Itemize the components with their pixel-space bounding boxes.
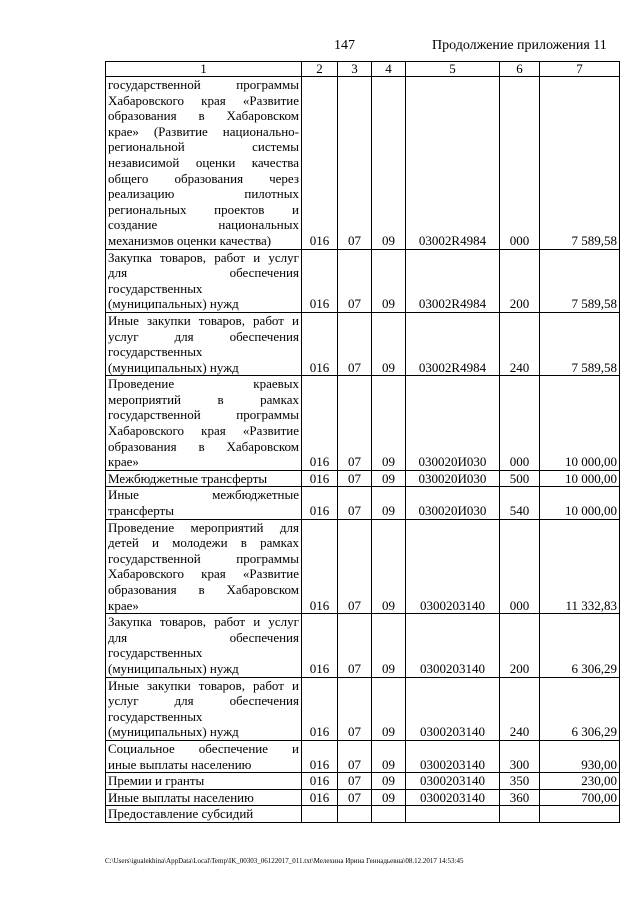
row-name-line: государственных <box>108 708 203 724</box>
row-name-line: образования в Хабаровском <box>108 108 299 124</box>
target-article-cell: 03002R4984 <box>406 312 500 375</box>
table-row <box>106 740 620 772</box>
table-row <box>106 614 620 677</box>
row-name-line: государственных <box>108 280 203 296</box>
ministry-code-cell: 016 <box>302 249 338 312</box>
row-name-line: создание национальных <box>108 217 299 233</box>
row-name-line: для обеспечения <box>108 265 299 281</box>
column-header: 5 <box>406 62 500 77</box>
target-article-cell: 0300203140 <box>406 789 500 806</box>
row-name-line: реализацию пилотных <box>108 186 299 202</box>
amount-cell: 7 589,58 <box>540 249 620 312</box>
section-code-cell: 07 <box>338 519 372 614</box>
amount-cell: 11 332,83 <box>540 519 620 614</box>
row-name-line: Проведение краевых <box>108 376 299 392</box>
row-name-line: мероприятий в рамках <box>108 391 299 407</box>
row-name-line: региональных проектов и <box>108 201 299 217</box>
table-row <box>106 519 620 614</box>
row-name-cell <box>106 77 302 250</box>
expense-type-cell: 000 <box>500 519 540 614</box>
amount-cell: 10 000,00 <box>540 470 620 487</box>
target-article-cell: 0300203140 <box>406 519 500 614</box>
row-name-line: Премии и гранты <box>108 773 205 789</box>
row-name-line: государственных <box>108 645 203 661</box>
row-name-line: Межбюджетные трансферты <box>108 470 268 486</box>
row-name-line: образования в Хабаровском <box>108 438 299 454</box>
section-code-cell: 07 <box>338 470 372 487</box>
row-name-line: (муниципальных) нужд <box>108 359 239 375</box>
subsection-code-cell: 09 <box>372 614 406 677</box>
row-name-line: крае» (Развитие национально- <box>108 123 299 139</box>
file-path-footer: C:\Users\igualekhina\AppData\Local\Temp\IK_00303_06122017_011.txt\Мелехина Ирина Геннадьевна\08.12.2017 14:53:45 <box>105 857 464 865</box>
row-name-line: трансферты <box>108 503 174 519</box>
row-name-line: государственной программы <box>108 550 299 566</box>
ministry-code-cell: 016 <box>302 677 338 740</box>
row-name-cell <box>106 519 302 614</box>
row-name-line: государственной программы <box>108 407 299 423</box>
row-name-line: для обеспечения <box>108 629 299 645</box>
ministry-code-cell: 016 <box>302 376 338 471</box>
row-name-line: Иные межбюджетные <box>108 487 299 503</box>
expense-type-cell <box>500 806 540 823</box>
row-name-line: (муниципальных) нужд <box>108 660 239 676</box>
row-name-line: услуг для обеспечения <box>108 328 299 344</box>
row-name-cell <box>106 789 302 806</box>
row-name-cell <box>106 677 302 740</box>
column-header: 6 <box>500 62 540 77</box>
ministry-code-cell: 016 <box>302 740 338 772</box>
amount-cell <box>540 806 620 823</box>
subsection-code-cell: 09 <box>372 773 406 790</box>
row-name-cell <box>106 470 302 487</box>
column-header: 2 <box>302 62 338 77</box>
row-name-line: Закупка товаров, работ и услуг <box>108 614 299 630</box>
ministry-code-cell: 016 <box>302 470 338 487</box>
row-name-cell <box>106 376 302 471</box>
table-row <box>106 470 620 487</box>
target-article-cell: 0300203140 <box>406 614 500 677</box>
row-name-line: Хабаровского края «Развитие <box>108 92 299 108</box>
row-name-line: региональной системы <box>108 139 299 155</box>
expense-type-cell: 200 <box>500 249 540 312</box>
target-article-cell: 030020И030 <box>406 470 500 487</box>
amount-cell: 700,00 <box>540 789 620 806</box>
subsection-code-cell <box>372 806 406 823</box>
row-name-line: Проведение мероприятий для <box>108 519 299 535</box>
section-code-cell: 07 <box>338 249 372 312</box>
table-header-row <box>106 62 620 77</box>
row-name-cell <box>106 740 302 772</box>
table-row <box>106 249 620 312</box>
target-article-cell <box>406 806 500 823</box>
ministry-code-cell: 016 <box>302 614 338 677</box>
row-name-line: Иные закупки товаров, работ и <box>108 312 299 328</box>
row-name-line: услуг для обеспечения <box>108 693 299 709</box>
section-code-cell: 07 <box>338 77 372 250</box>
row-name-line: Иные закупки товаров, работ и <box>108 677 299 693</box>
row-name-line: государственной программы <box>108 77 299 92</box>
subsection-code-cell: 09 <box>372 487 406 519</box>
section-code-cell: 07 <box>338 312 372 375</box>
row-name-line: крае» <box>108 597 139 613</box>
subsection-code-cell: 09 <box>372 677 406 740</box>
column-header: 1 <box>106 62 302 77</box>
table-row <box>106 376 620 471</box>
expense-type-cell: 240 <box>500 677 540 740</box>
subsection-code-cell: 09 <box>372 740 406 772</box>
expense-type-cell: 360 <box>500 789 540 806</box>
continuation-label: Продолжение приложения 11 <box>432 38 607 53</box>
section-code-cell: 07 <box>338 789 372 806</box>
row-name-line: (муниципальных) нужд <box>108 296 239 312</box>
target-article-cell: 0300203140 <box>406 677 500 740</box>
amount-cell: 10 000,00 <box>540 376 620 471</box>
amount-cell: 230,00 <box>540 773 620 790</box>
table-row <box>106 677 620 740</box>
ministry-code-cell: 016 <box>302 789 338 806</box>
row-name-cell <box>106 249 302 312</box>
table-row <box>106 773 620 790</box>
target-article-cell: 03002R4984 <box>406 77 500 250</box>
amount-cell: 7 589,58 <box>540 312 620 375</box>
ministry-code-cell: 016 <box>302 77 338 250</box>
row-name-line: Хабаровского края «Развитие <box>108 423 299 439</box>
page-number: 147 <box>334 38 355 53</box>
amount-cell: 6 306,29 <box>540 677 620 740</box>
table-row <box>106 487 620 519</box>
row-name-line: иные выплаты населению <box>108 756 252 772</box>
expense-type-cell: 540 <box>500 487 540 519</box>
row-name-line: Хабаровского края «Развитие <box>108 566 299 582</box>
target-article-cell: 030020И030 <box>406 376 500 471</box>
table-body <box>106 77 620 823</box>
ministry-code-cell: 016 <box>302 773 338 790</box>
ministry-code-cell: 016 <box>302 519 338 614</box>
row-name-line: (муниципальных) нужд <box>108 724 239 740</box>
subsection-code-cell: 09 <box>372 789 406 806</box>
row-name-cell <box>106 312 302 375</box>
target-article-cell: 0300203140 <box>406 773 500 790</box>
expense-type-cell: 350 <box>500 773 540 790</box>
subsection-code-cell: 09 <box>372 312 406 375</box>
target-article-cell: 030020И030 <box>406 487 500 519</box>
table-row <box>106 312 620 375</box>
expense-type-cell: 000 <box>500 376 540 471</box>
row-name-line: государственных <box>108 344 203 360</box>
expense-type-cell: 300 <box>500 740 540 772</box>
section-code-cell <box>338 806 372 823</box>
ministry-code-cell: 016 <box>302 312 338 375</box>
row-name-line: крае» <box>108 454 139 470</box>
section-code-cell: 07 <box>338 773 372 790</box>
expense-type-cell: 200 <box>500 614 540 677</box>
table-row <box>106 77 620 250</box>
row-name-cell <box>106 614 302 677</box>
table-row <box>106 789 620 806</box>
target-article-cell: 03002R4984 <box>406 249 500 312</box>
row-name-line: независимой оценки качества <box>108 154 299 170</box>
budget-table <box>105 61 620 823</box>
ministry-code-cell <box>302 806 338 823</box>
subsection-code-cell: 09 <box>372 470 406 487</box>
row-name-cell <box>106 773 302 790</box>
target-article-cell: 0300203140 <box>406 740 500 772</box>
column-header: 3 <box>338 62 372 77</box>
section-code-cell: 07 <box>338 614 372 677</box>
section-code-cell: 07 <box>338 376 372 471</box>
row-name-line: Социальное обеспечение и <box>108 740 299 756</box>
section-code-cell: 07 <box>338 487 372 519</box>
column-header: 7 <box>540 62 620 77</box>
subsection-code-cell: 09 <box>372 249 406 312</box>
section-code-cell: 07 <box>338 677 372 740</box>
row-name-line: образования в Хабаровском <box>108 582 299 597</box>
expense-type-cell: 000 <box>500 77 540 250</box>
amount-cell: 10 000,00 <box>540 487 620 519</box>
subsection-code-cell: 09 <box>372 376 406 471</box>
row-name-line: механизмов оценки качества) <box>108 232 272 248</box>
subsection-code-cell: 09 <box>372 77 406 250</box>
table-row <box>106 806 620 823</box>
row-name-line: Иные выплаты населению <box>108 789 254 805</box>
row-name-cell <box>106 487 302 519</box>
expense-type-cell: 240 <box>500 312 540 375</box>
column-header: 4 <box>372 62 406 77</box>
row-name-cell <box>106 806 302 823</box>
amount-cell: 6 306,29 <box>540 614 620 677</box>
row-name-line: общего образования через <box>108 170 299 186</box>
row-name-line: детей и молодежи в рамках <box>108 535 299 551</box>
section-code-cell: 07 <box>338 740 372 772</box>
row-name-line: Предоставление субсидий <box>108 806 254 822</box>
amount-cell: 7 589,58 <box>540 77 620 250</box>
ministry-code-cell: 016 <box>302 487 338 519</box>
amount-cell: 930,00 <box>540 740 620 772</box>
row-name-line: Закупка товаров, работ и услуг <box>108 249 299 265</box>
subsection-code-cell: 09 <box>372 519 406 614</box>
expense-type-cell: 500 <box>500 470 540 487</box>
